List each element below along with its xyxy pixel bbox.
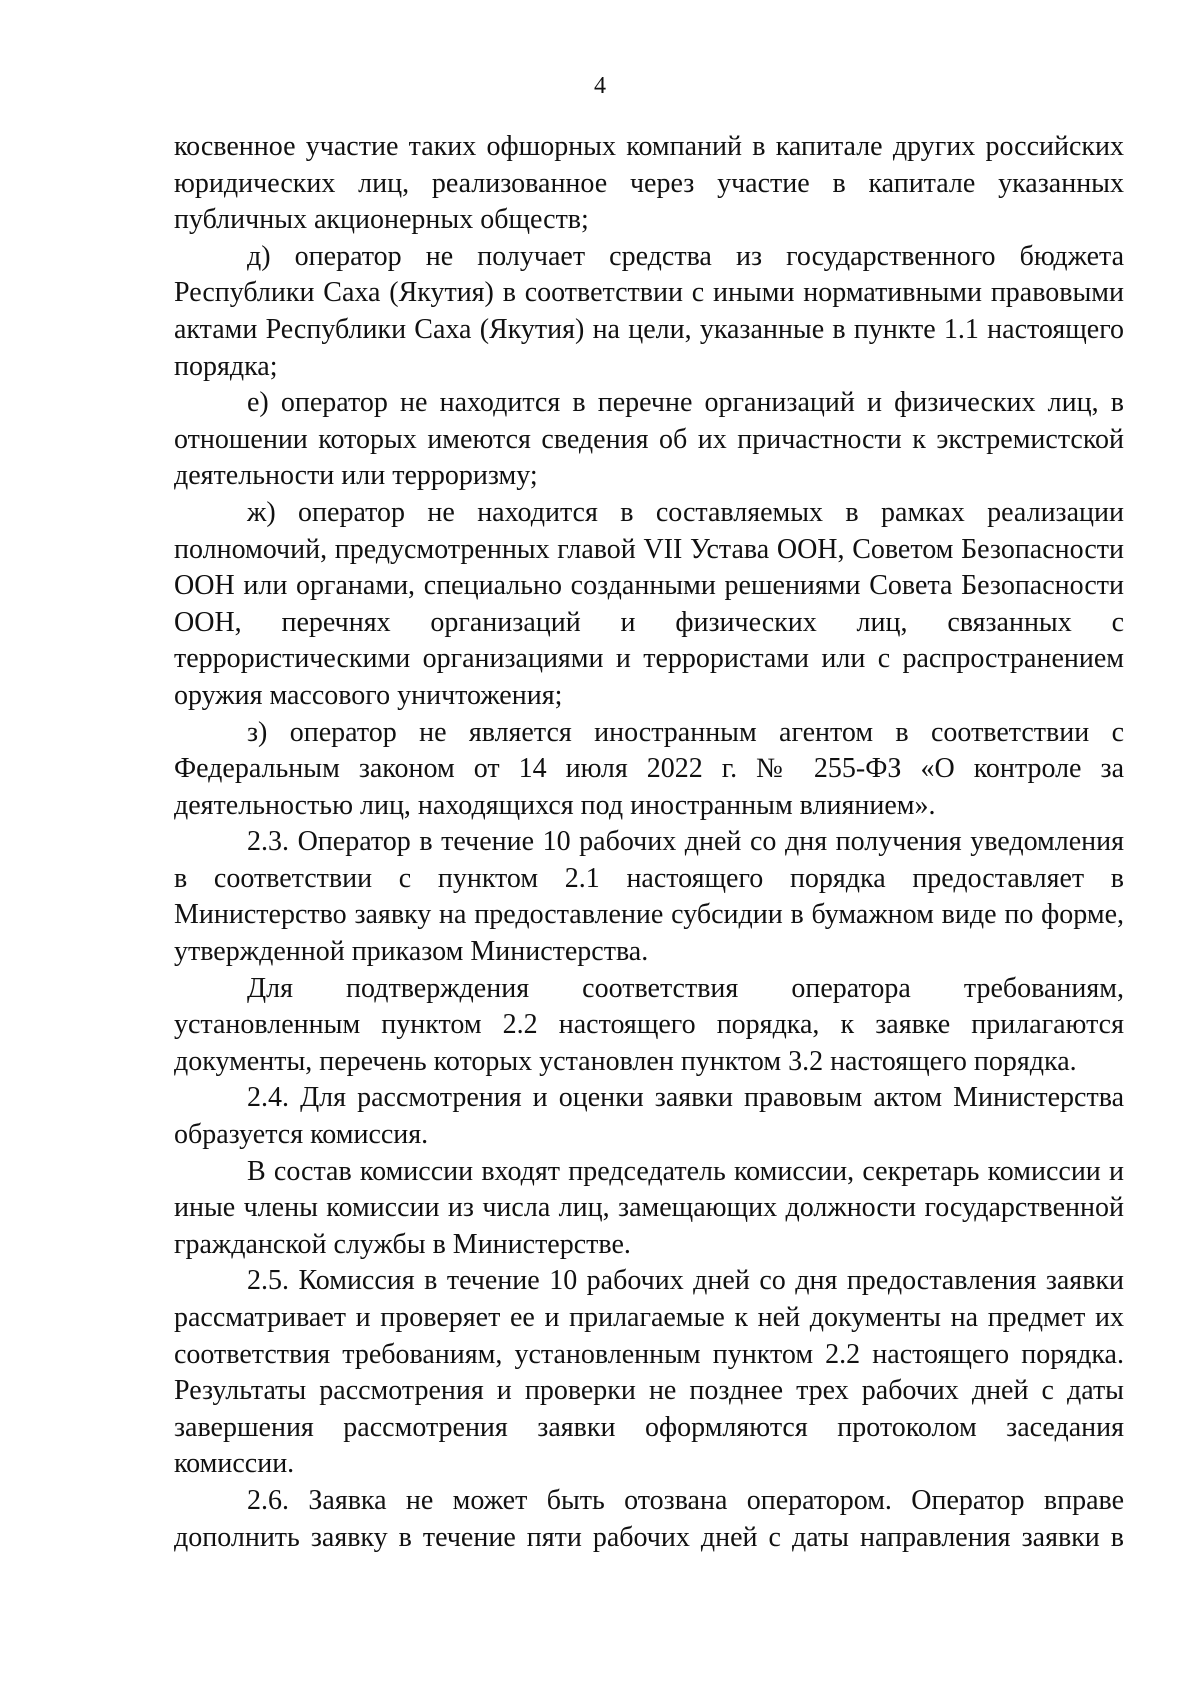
paragraph-commission-composition: В состав комиссии входят председатель комиссии, секретарь комиссии и иные члены комиссии из числа лиц, замещающих должности государственной гражданской службы в Министерстве. — [174, 1155, 1124, 1260]
paragraph-item-z: з) оператор не является иностранным агентом в соответствии с Федеральным законом от 14 июля 2022 г. № 255-ФЗ «О контроле за деятельностью лиц, находящихся под иностранным влиянием». — [174, 716, 1124, 821]
paragraph-section-2-4: 2.4. Для рассмотрения и оценки заявки правовым актом Министерства образуется комиссия. — [174, 1082, 1124, 1151]
paragraph-documents-requirement: Для подтверждения соответствия оператора требованиям, установленным пунктом 2.2 настоящего порядка, к заявке прилагаются документы, перечень которых установлен пунктом 3.2 настоящего порядка. — [174, 972, 1124, 1077]
paragraph-section-2-5: 2.5. Комиссия в течение 10 рабочих дней со дня предоставления заявки рассматривает и проверяет ее и прилагаемые к ней документы на предмет их соответствия требованиям, установленным пунктом 2.2 настоящего порядка. Результаты рассмотрения и проверки не позднее трех рабочих дней с даты завершения рассмотрения заявки оформляются протоколом заседания комиссии. — [174, 1265, 1124, 1480]
paragraph-item-zh: ж) оператор не находится в составляемых в рамках реализации полномочий, предусмотренных главой VII Устава ООН, Советом Безопасности ООН или органами, специально созданными решениями Совета Безопасности ООН, перечнях организаций и физических лиц, связанных с террористическими организациями и террористами или с распространением оружия массового уничтожения; — [174, 496, 1124, 711]
paragraph-item-d: д) оператор не получает средства из государственного бюджета Республики Саха (Якутия) в соответствии с иными нормативными правовыми актами Республики Саха (Якутия) на цели, указанные в пункте 1.1 настоящего порядка; — [174, 240, 1124, 382]
paragraph-item-e: е) оператор не находится в перечне организаций и физических лиц, в отношении которых имеются сведения об их причастности к экстремистской деятельности или терроризму; — [174, 387, 1124, 492]
document-body — [174, 129, 1124, 1556]
page-number: 4 — [594, 73, 606, 99]
paragraph-section-2-3: 2.3. Оператор в течение 10 рабочих дней со дня получения уведомления в соответствии с пунктом 2.1 настоящего порядка предоставляет в Министерство заявку на предоставление субсидии в бумажном виде по форме, утвержденной приказом Министерства. — [174, 826, 1124, 968]
paragraph-continuation: косвенное участие таких офшорных компаний в капитале других российских юридических лиц, реализованное через участие в капитале указанных публичных акционерных обществ; — [174, 131, 1124, 236]
paragraph-section-2-6: 2.6. Заявка не может быть отозвана оператором. Оператор вправе дополнить заявку в течение пяти рабочих дней с даты направления заявки в — [174, 1484, 1124, 1553]
